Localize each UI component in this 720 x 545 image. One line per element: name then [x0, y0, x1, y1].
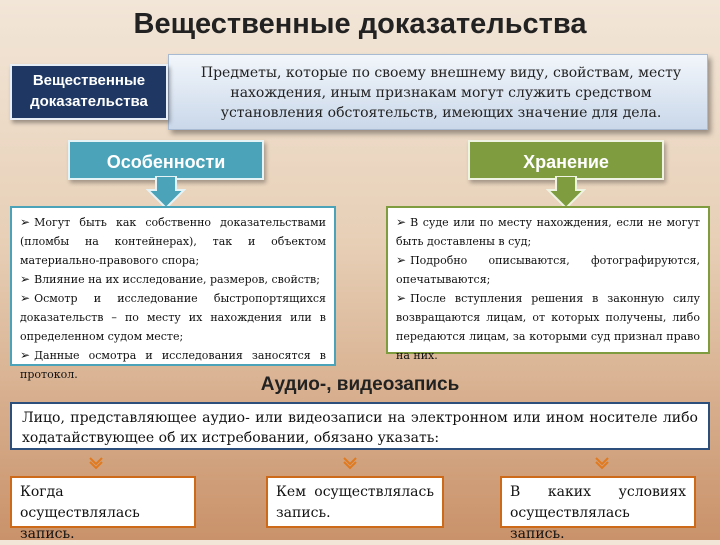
list-item: ➢ Могут быть как собственно доказательствами (пломбы на контейнерах), так и объектом материально-правового спора; — [20, 215, 326, 267]
arrow-bullet-icon: ➢ — [396, 291, 407, 305]
storage-down-arrow-icon — [546, 176, 586, 210]
arrow-bullet-icon: ➢ — [20, 291, 31, 305]
page-title: Вещественные доказательства — [133, 8, 587, 40]
definition-label: Вещественные доказательства — [10, 64, 168, 120]
features-header: Особенности — [68, 140, 264, 180]
definition-text: Предметы, которые по своему внешнему виду, свойствам, месту нахождения, иным признакам могут служить средством установления обстоятельств, имеющих значение для дела. — [200, 65, 682, 121]
arrow-bullet-icon: ➢ — [396, 253, 407, 267]
list-item: ➢ Подробно описываются, фотографируются, опечатываются; — [396, 253, 700, 286]
conditions-card: В каких условиях осуществлялась запись. — [500, 476, 696, 528]
chevron-down-icon — [595, 456, 609, 470]
arrow-bullet-icon: ➢ — [396, 215, 407, 229]
arrow-bullet-icon: ➢ — [20, 215, 31, 229]
definition-box — [168, 54, 708, 130]
who-recorded-card: Кем осуществлялась запись. — [266, 476, 444, 528]
audio-video-description: Лицо, представляющее аудио- или видеозаписи на электронном или ином носителе либо ходатайствующее об их истребовании, обязано указать: — [10, 402, 710, 450]
list-item: ➢ Влияние на их исследование, размеров, свойств; — [20, 272, 320, 286]
features-list — [10, 206, 336, 381]
storage-header: Хранение — [468, 140, 664, 180]
storage-list — [386, 206, 710, 362]
arrow-bullet-icon: ➢ — [20, 348, 31, 362]
audio-video-title: Аудио-, видеозапись — [260, 374, 460, 395]
chevron-down-icon — [343, 456, 357, 470]
when-recorded-card: Когда осуществлялась запись. — [10, 476, 196, 528]
list-item: ➢ В суде или по месту нахождения, если не могут быть доставлены в суд; — [396, 215, 700, 248]
list-item: ➢ Осмотр и исследование быстропортящихся доказательств – по месту их нахождения или в определенном судом месте; — [20, 291, 326, 343]
list-item: ➢ Данные осмотра и исследования заносятся в протокол. — [20, 348, 326, 381]
chevron-down-icon — [89, 456, 103, 470]
arrow-bullet-icon: ➢ — [20, 272, 31, 286]
list-item: ➢ После вступления решения в законную силу возвращаются лицам, от которых получены, либо передаются лицам, за которыми суд признал право на них. — [396, 291, 700, 362]
features-down-arrow-icon — [146, 176, 186, 210]
